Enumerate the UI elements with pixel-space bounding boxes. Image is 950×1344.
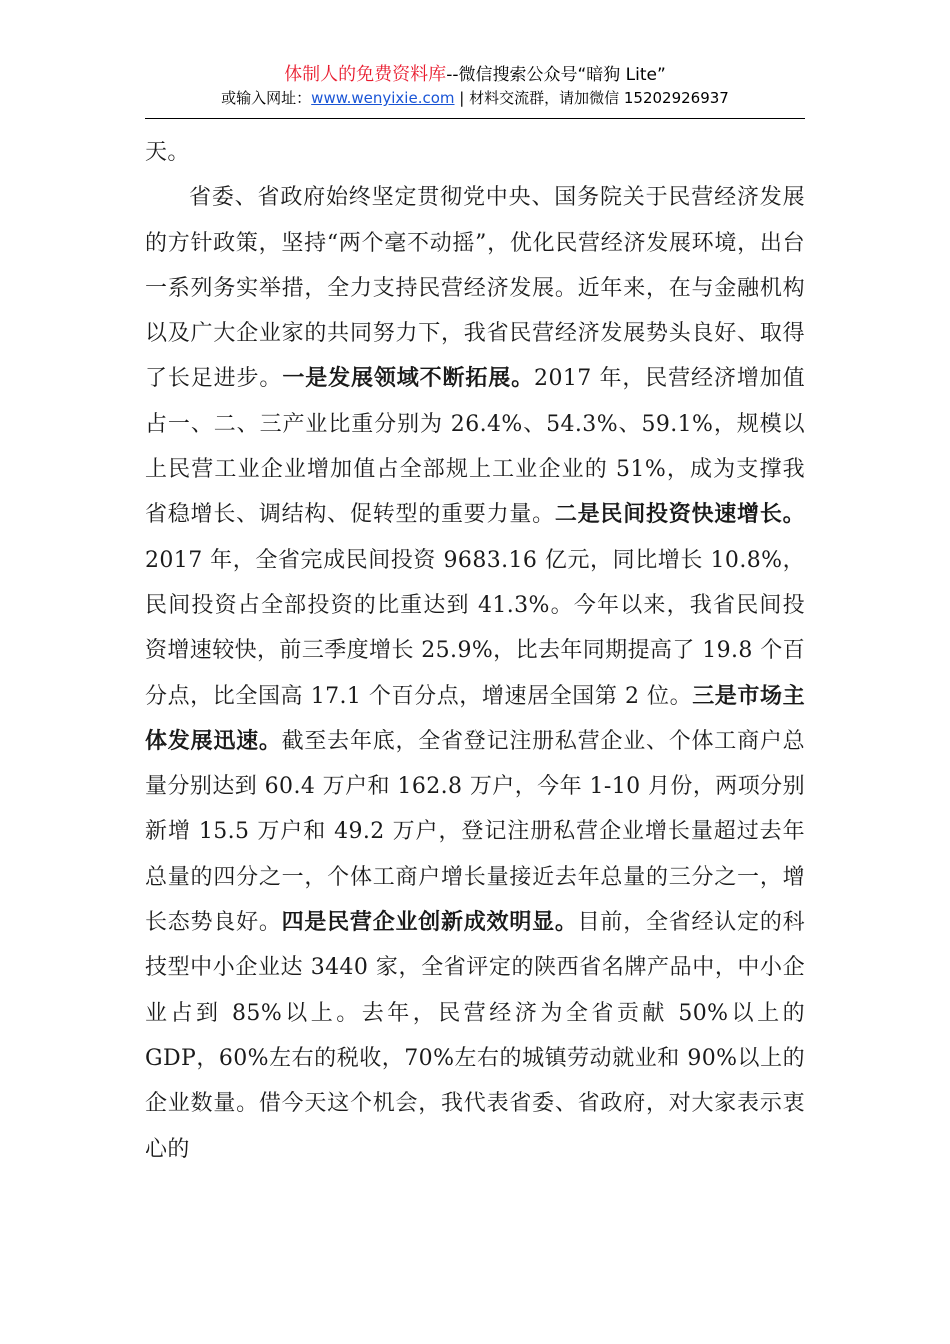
- header-contact: | 材料交流群，请加微信 15202926937: [454, 89, 729, 107]
- intro-text: 省委、省政府始终坚定贯彻党中央、国务院关于民营经济发展的方针政策，坚持“两个毫不动摇”，优化民营经济发展环境，出台一系列务实举措，全力支持民营经济发展。近年来，在与金融机构以及广大企业家的共同努力下，我省民营经济发展势头良好、取得了长足进步。: [145, 185, 805, 392]
- header-line-1: [145, 64, 805, 86]
- header-brand: 体制人的免费资料库: [284, 64, 447, 85]
- point-3-text: 截至去年底，全省登记注册私营企业、个体工商户总量分别达到 60.4 万户和 162.8 万户，今年 1-10 月份，两项分别新增 15.5 万户和 49.2 万户，登记注册私营企业增长量超过去年总量的四分之一，个体工商户增长量接近去年总量的三分之一，增长态势良好。: [145, 728, 806, 936]
- header-website-link[interactable]: www.wenyixie.com: [311, 89, 455, 107]
- page-header: [145, 64, 805, 109]
- point-4-heading: 四是民营企业创新成效明显。: [281, 910, 578, 936]
- header-tagline: --微信搜索公众号“暗狗 Lite”: [446, 65, 666, 85]
- point-1-heading: 一是发展领域不断拓展。: [282, 366, 535, 392]
- main-paragraph: [145, 175, 805, 1172]
- point-2-text: 2017 年，全省完成民间投资 9683.16 亿元，同比增长 10.8%，民间投资占全部投资的比重达到 41.3%。今年以来，我省民间投资增速较快，前三季度增长 25.9%，比去年同期提高了 19.8 个百分点，比全国高 17.1 个百分点，增速居全国第 2 位。: [145, 547, 805, 709]
- header-divider: [145, 118, 805, 119]
- point-1-text: 2017 年，民营经济增加值占一、二、三产业比重分别为 26.4%、54.3%、59.1%，规模以上民营工业企业增加值占全部规上工业企业的 51%，成为支撑我省稳增长、调结构、促转型的重要力量。: [145, 366, 805, 528]
- header-url-prefix: 或输入网址：: [221, 89, 312, 107]
- header-line-2: [145, 88, 805, 109]
- point-2-heading: 二是民间投资快速增长。: [554, 502, 806, 528]
- point-3-heading: 三是市场主体发展迅速。: [145, 683, 805, 754]
- document-body: [145, 130, 805, 1172]
- point-4-text: 目前，全省经认定的科技型中小企业达 3440 家，全省评定的陕西省名牌产品中，中小企业占到 85%以上。去年，民营经济为全省贡献 50%以上的 GDP，60%左右的税收，70%左右的城镇劳动就业和 90%以上的企业数量。借今天这个机会，我代表省委、省政府，对大家表示衷心的: [145, 910, 805, 1162]
- carryover-line: 天。: [145, 140, 190, 165]
